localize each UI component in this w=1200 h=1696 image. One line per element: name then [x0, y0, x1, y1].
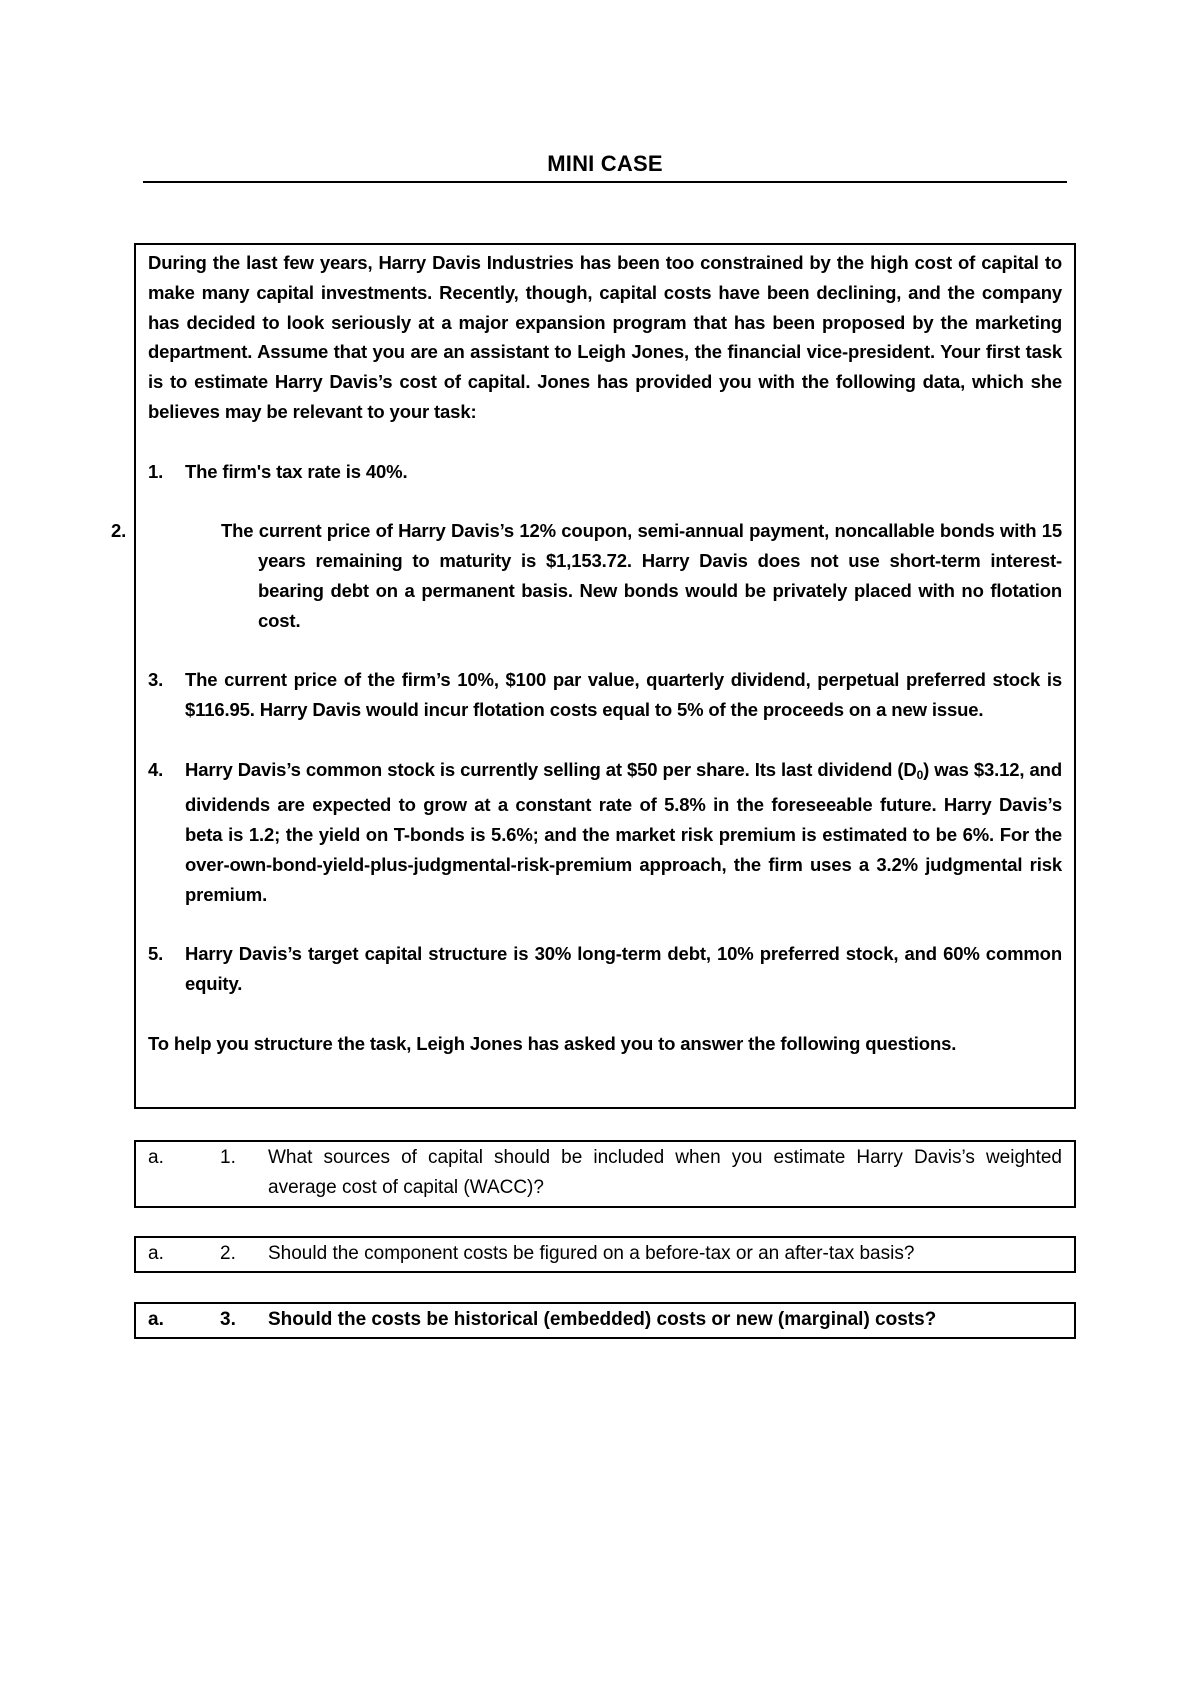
subscript-zero: 0	[916, 767, 924, 782]
list-item	[148, 665, 1062, 725]
list-item-number: 4.	[148, 758, 164, 780]
case-intro: During the last few years, Harry Davis Industries has been too constrained by the high cost of capital to make many capital investments. Recently, though, capital costs have been declining, and the company has decided to look seriously at a major expansion program that has been proposed by the marketing department. Assume that you are an assistant to Leigh Jones, the financial vice-president. Your first task is to estimate Harry Davis’s cost of capital. Jones has provided you with the following data, which she believes may be relevant to your task:	[148, 252, 1062, 422]
list-item: 2. The current price of Harry Davis’s 12% coupon, semi-annual payment, noncallable bonds with 15 years remaining to maturity is $1,153.72. Harry Davis does not use short-term interest-bearing debt on a permanent basis. New bonds would be privately placed with no flotation cost.	[111, 520, 1062, 631]
question-text: Should the costs be historical (embedded) costs or new (marginal) costs?	[268, 1309, 937, 1330]
list-item-number: 5.	[148, 943, 164, 965]
list-item-text: The current price of the firm’s 10%, $100 par value, quarterly dividend, perpetual preferred stock is $116.95. Harry Davis would incur flotation costs equal to 5% of the proceeds on a new issue.	[185, 669, 1062, 720]
question-letter: a.	[148, 1243, 164, 1264]
question-letter: a.	[148, 1309, 164, 1330]
list-item-text: The firm's tax rate is 40%.	[185, 460, 408, 482]
list-item-number: 3.	[148, 669, 164, 691]
case-description-box	[111, 243, 1076, 1109]
question-box	[134, 1236, 1076, 1273]
list-item-text-part: Harry Davis’s common stock is currently selling at $50 per share. Its last dividend (D	[185, 758, 917, 780]
list-item-number: 1.	[148, 460, 164, 482]
question-number: 1.	[220, 1147, 236, 1168]
list-item	[148, 939, 1062, 999]
question-box	[134, 1302, 1076, 1339]
list-item	[148, 457, 1062, 487]
question-box	[134, 1140, 1076, 1208]
list-item-text: The current price of Harry Davis’s 12% coupon, semi-annual payment, noncallable bonds with 15 years remaining to maturity is $1,153.72. Harry Davis does not use short-term interest-bearing debt on a permanent basis. New bonds would be privately placed with no flotation cost.	[221, 520, 1062, 631]
question-letter: a.	[148, 1147, 164, 1168]
page-title: MINI CASE	[547, 151, 663, 176]
question-number: 2.	[220, 1243, 236, 1264]
question-number: 3.	[220, 1309, 236, 1330]
list-item-text-part: ) was $3.12, and dividends are expected to grow at a constant rate of 5.8% in the foreseeable future. Harry Davis’s beta is 1.2; the yield on T-bonds is 5.6%; and the market risk premium is estimated to be 6%. For the over-own-bond-yield-plus-judgmental-risk-premium approach, the firm uses a 3.2% judgmental risk premium.	[185, 758, 1062, 905]
question-text: What sources of capital should be included when you estimate Harry Davis’s weighted average cost of capital (WACC)?	[268, 1147, 1062, 1198]
case-closing: To help you structure the task, Leigh Jones has asked you to answer the following questions.	[148, 1032, 957, 1054]
question-text: Should the component costs be figured on a before-tax or an after-tax basis?	[268, 1243, 915, 1264]
list-item-text: Harry Davis’s target capital structure is 30% long-term debt, 10% preferred stock, and 60% common equity.	[185, 943, 1062, 995]
list-item	[148, 755, 1062, 910]
title-underline	[143, 181, 1067, 183]
